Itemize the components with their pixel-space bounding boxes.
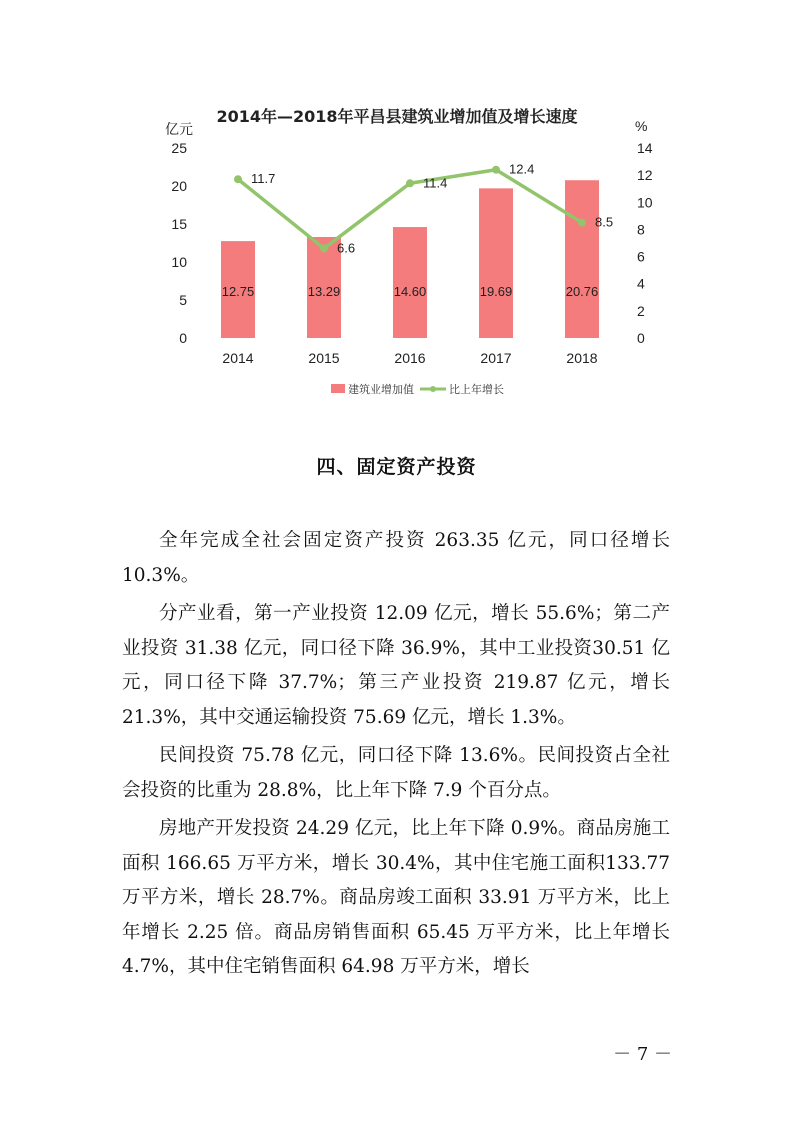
category-axis-labels (222, 350, 597, 366)
bar-value-label: 13.29 (307, 284, 341, 299)
line-point-2015 (320, 244, 328, 252)
body-text (122, 524, 670, 989)
paragraph: 民间投资 75.78 亿元，同口径下降 13.6%。民间投资占全社会投资的比重为 28.8%，比上年下降 7.9 个百分点。 (122, 745, 670, 801)
right-tick-label: 2 (637, 302, 645, 319)
line-point-2017 (492, 166, 500, 174)
category-label: 2018 (566, 350, 598, 366)
bar-value-label: 12.75 (221, 284, 255, 299)
bar-value-label: 14.60 (393, 284, 427, 299)
line-point-2016 (406, 179, 414, 187)
bar-2017 (479, 188, 513, 338)
bar-series (221, 180, 599, 338)
line-value-label: 12.4 (509, 161, 535, 177)
right-axis-unit: % (635, 118, 648, 134)
section-heading: 四、固定资产投资 (316, 456, 477, 478)
legend-label-bar: 建筑业增加值 (348, 383, 414, 396)
bar-value-label: 19.69 (479, 284, 513, 299)
page-number: － 7 － (613, 1044, 672, 1065)
line-point-2018 (578, 219, 586, 227)
left-axis-unit: 亿元 (165, 121, 193, 137)
left-tick-label: 25 (171, 140, 187, 156)
paragraph: 全年完成全社会固定资产投资 263.35 亿元，同口径增长10.3%。 (122, 530, 670, 586)
line-value-label: 11.7 (251, 171, 276, 187)
category-label: 2015 (308, 350, 340, 366)
chart-title: 2014年—2018年平昌县建筑业增加值及增长速度 (216, 107, 578, 126)
right-tick-label: 14 (637, 140, 653, 156)
right-tick-label: 12 (637, 167, 653, 184)
bar-value-label: 20.76 (565, 284, 599, 299)
legend-swatch-bar (331, 384, 345, 393)
bar-2018 (565, 180, 599, 338)
right-tick-label: 10 (637, 194, 653, 211)
line-value-label: 11.4 (423, 175, 448, 191)
right-tick-label: 6 (637, 248, 645, 265)
legend-swatch-marker (430, 386, 436, 392)
chart-legend (331, 382, 504, 396)
bar-2016 (393, 227, 427, 338)
right-tick-label: 0 (637, 330, 645, 346)
left-tick-label: 5 (179, 292, 187, 308)
line-value-label: 6.6 (337, 240, 356, 256)
right-tick-label: 4 (637, 275, 645, 292)
left-tick-label: 10 (171, 254, 187, 270)
right-axis-ticks (637, 140, 653, 346)
left-axis-ticks (171, 140, 187, 346)
category-label: 2014 (222, 350, 254, 366)
line-value-label: 8.5 (595, 214, 614, 230)
line-point-2014 (234, 175, 242, 183)
category-label: 2016 (394, 350, 426, 366)
left-tick-label: 0 (179, 330, 187, 346)
legend-label-line: 比上年增长 (449, 383, 504, 396)
construction-value-chart (0, 0, 793, 420)
right-tick-label: 8 (637, 221, 645, 238)
paragraph: 房地产开发投资 24.29 亿元，比上年下降 0.9%。商品房施工面积 166.65 万平方米，增长 30.4%，其中住宅施工面积133.77 万平方米，增长 28.7%。商品房竣工面积 33.91 万平方米，比上年增长 2.25 倍。商品房销售面积 65.45 万平方米，比上年增长 4.7%，其中住宅销售面积 64.98 万平方米，增长 (122, 818, 670, 977)
left-tick-label: 20 (171, 178, 187, 194)
bar-value-labels (222, 284, 599, 299)
left-tick-label: 15 (171, 216, 187, 232)
paragraph: 分产业看，第一产业投资 12.09 亿元，增长 55.6%；第二产业投资 31.38 亿元，同口径下降 36.9%，其中工业投资30.51 亿元，同口径下降 37.7%；第三产业投资 219.87 亿元，增长 21.3%，其中交通运输投资 75.69 亿元，增长 1.3%。 (122, 603, 670, 728)
category-label: 2017 (480, 350, 512, 366)
